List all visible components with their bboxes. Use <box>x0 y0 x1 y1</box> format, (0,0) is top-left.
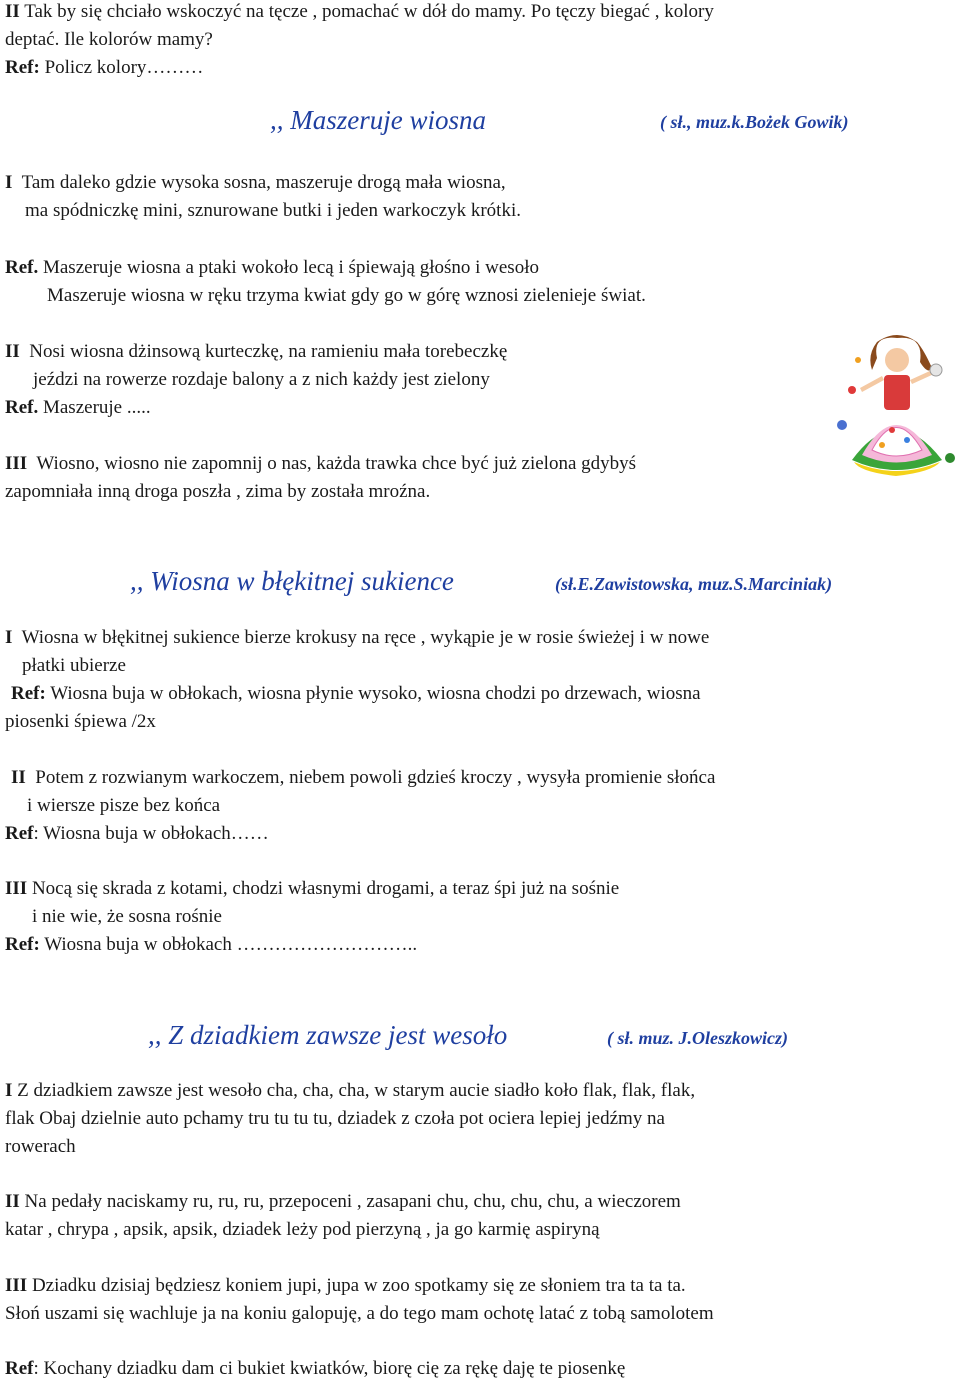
verse-line: II Nosi wiosna dżinsową kurteczkę, na ramieniu mała torebeczkę <box>5 341 508 362</box>
verse-line: II Tak by się chciało wskoczyć na tęcze , pomachać w dół do mamy. Po tęczy biegać , kolory <box>5 1 714 22</box>
refrain-line: Ref. Maszeruje ..... <box>5 397 151 418</box>
refrain-line: Ref: Kochany dziadku dam ci bukiet kwiatków, biorę cię za rękę daję te piosenkę <box>5 1358 626 1379</box>
song-title: ,, Maszeruje wiosna <box>270 105 486 135</box>
verse-line: jeździ na rowerze rozdaje balony a z nich każdy jest zielony <box>33 369 490 390</box>
verse-line: II Na pedały naciskamy ru, ru, ru, przepoceni , zasapani chu, chu, chu, chu, a wieczorem <box>5 1191 681 1212</box>
verse-line: III Dziadku dzisiaj będziesz koniem jupi, jupa w zoo spotkamy się ze słoniem tra ta ta ta. <box>5 1275 686 1296</box>
spring-girl-illustration-icon <box>832 330 960 480</box>
refrain-line: Ref: Policz kolory……… <box>5 57 204 78</box>
song-title: ,, Z dziadkiem zawsze jest wesoło <box>148 1020 508 1050</box>
refrain-line: Ref: Wiosna buja w obłokach ……………………….. <box>5 934 418 955</box>
verse-line: Słoń uszami się wachluje ja na koniu galopuję, a do tego mam ochotę latać z tobą samolotem <box>5 1303 714 1324</box>
verse-line: I Z dziadkiem zawsze jest wesoło cha, cha, cha, w starym aucie siadło koło flak, flak, flak, <box>5 1080 696 1101</box>
verse-line: I Tam daleko gdzie wysoka sosna, maszeruje drogą mała wiosna, <box>5 172 506 193</box>
verse-line: I Wiosna w błękitnej sukience bierze krokusy na ręce , wykąpie je w rosie świeżej i w nowe <box>5 627 710 648</box>
verse-line: III Nocą się skrada z kotami, chodzi własnymi drogami, a teraz śpi już na sośnie <box>5 878 620 899</box>
verse-line: płatki ubierze <box>22 655 126 676</box>
verse-line: deptać. Ile kolorów mamy? <box>5 29 213 50</box>
song-credit: (sł.E.Zawistowska, muz.S.Marciniak) <box>555 574 833 594</box>
refrain-line: Maszeruje wiosna w ręku trzyma kwiat gdy go w górę wznosi zielenieje świat. <box>47 285 646 306</box>
refrain-line: Ref. Maszeruje wiosna a ptaki wokoło lecą i śpiewają głośno i wesoło <box>5 257 539 278</box>
song-credit: ( sł., muz.k.Bożek Gowik) <box>660 112 849 132</box>
verse-line: katar , chrypa , apsik, apsik, dziadek leży pod pierzyną , ja go karmię aspiryną <box>5 1219 600 1240</box>
verse-line: i wiersze pisze bez końca <box>27 795 221 816</box>
refrain-line: Ref: Wiosna buja w obłokach, wiosna płynie wysoko, wiosna chodzi po drzewach, wiosna <box>11 683 701 704</box>
refrain-line: Ref: Wiosna buja w obłokach…… <box>5 823 269 844</box>
song-title: ,, Wiosna w błękitnej sukience <box>130 566 454 596</box>
verse-line: i nie wie, że sosna rośnie <box>32 906 222 927</box>
verse-line: II Potem z rozwianym warkoczem, niebem powoli gdzieś kroczy , wysyła promienie słońca <box>11 767 716 788</box>
verse-line: zapomniała inną droga poszła , zima by została mroźna. <box>5 481 431 502</box>
verse-line: flak Obaj dzielnie auto pchamy tru tu tu tu, dziadek z czoła pot ociera lepiej jedźmy na <box>5 1108 665 1129</box>
verse-line: ma spódniczkę mini, sznurowane butki i jeden warkoczyk krótki. <box>25 200 521 221</box>
song-credit: ( sł. muz. J.Oleszkowicz) <box>607 1028 789 1048</box>
refrain-line: piosenki śpiewa /2x <box>5 711 156 732</box>
verse-line: III Wiosno, wiosno nie zapomnij o nas, każda trawka chce być już zielona gdybyś <box>5 453 637 474</box>
verse-line: rowerach <box>5 1136 76 1157</box>
